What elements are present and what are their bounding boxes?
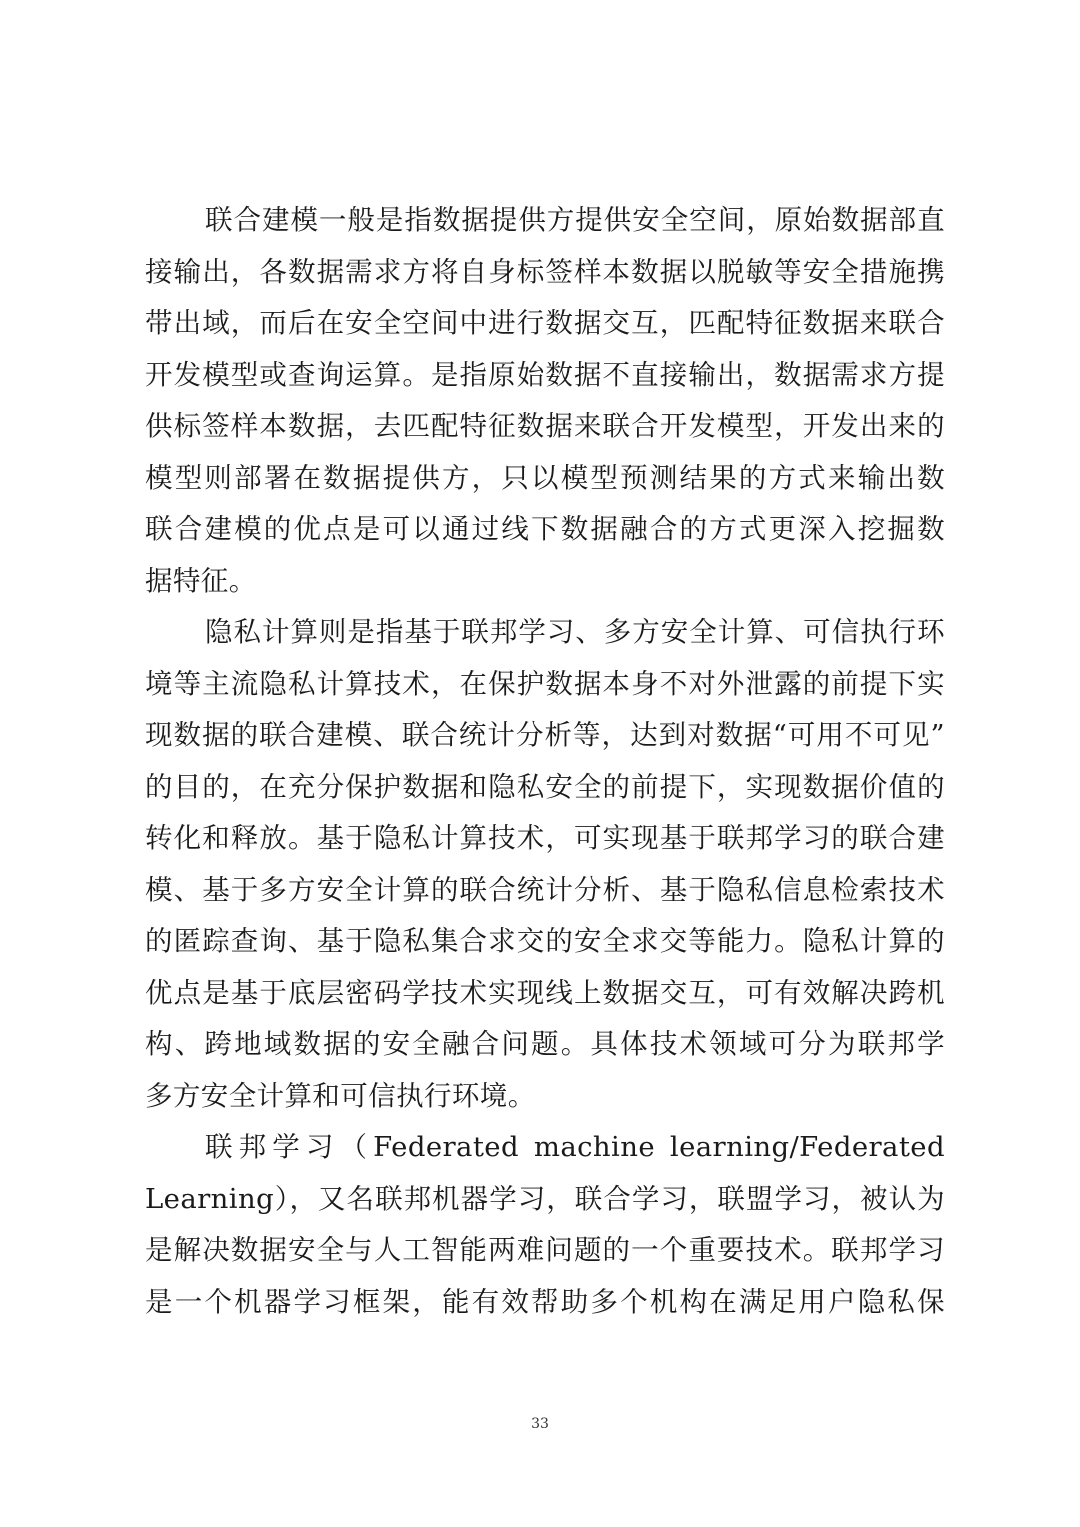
text-line: 接输出，各数据需求方将自身标签样本数据以脱敏等安全措施携 bbox=[145, 255, 945, 288]
text-line: 的匿踪查询、基于隐私集合求交的安全求交等能力。隐私计算的 bbox=[145, 925, 945, 957]
text-line: 模型则部署在数据提供方，只以模型预测结果的方式来输出数 bbox=[145, 461, 945, 494]
text-line: 转化和释放。基于隐私计算技术，可实现基于联邦学习的联合建 bbox=[145, 822, 945, 854]
text-line: 隐私计算则是指基于联邦学习、多方安全计算、可信执行环 bbox=[205, 616, 945, 648]
text-line: 供标签样本数据，去匹配特征数据来联合开发模型，开发出来的 bbox=[145, 410, 945, 442]
text-line: 构、跨地域数据的安全融合问题。具体技术领域可分为联邦学 bbox=[145, 1028, 945, 1060]
text-line: 据特征。 bbox=[145, 564, 257, 597]
text-line: 带出域，而后在安全空间中进行数据交互，匹配特征数据来联合 bbox=[145, 307, 945, 339]
text-line: 现数据的联合建模、联合统计分析等，达到对数据“可用不可见” bbox=[145, 719, 945, 751]
text-line: 境等主流隐私计算技术，在保护数据本身不对外泄露的前提下实 bbox=[145, 667, 945, 700]
text-line: 优点是基于底层密码学技术实现线上数据交互，可有效解决跨机 bbox=[145, 976, 945, 1009]
text-line: 开发模型或查询运算。是指原始数据不直接输出，数据需求方提 bbox=[145, 358, 945, 391]
body-text bbox=[145, 195, 945, 1328]
text-line: Learning），又名联邦机器学习，联合学习，联盟学习，被认为 bbox=[145, 1182, 945, 1215]
text-line: 模、基于多方安全计算的联合统计分析、基于隐私信息检索技术 bbox=[145, 873, 945, 906]
text-line: 联邦学习（Federated machine learning/Federated bbox=[205, 1131, 945, 1163]
text-line: 是解决数据安全与人工智能两难问题的一个重要技术。联邦学习 bbox=[145, 1234, 945, 1266]
text-line: 的目的，在充分保护数据和隐私安全的前提下，实现数据价值的 bbox=[145, 770, 945, 803]
text-line: 联合建模的优点是可以通过线下数据融合的方式更深入挖掘数 bbox=[145, 513, 945, 545]
text-line: 联合建模一般是指数据提供方提供安全空间，原始数据部直 bbox=[205, 204, 945, 236]
text-line: 多方安全计算和可信执行环境。 bbox=[145, 1079, 536, 1112]
text-line: 是一个机器学习框架，能有效帮助多个机构在满足用户隐私保 bbox=[145, 1285, 945, 1318]
page-number: 33 bbox=[531, 1416, 549, 1432]
